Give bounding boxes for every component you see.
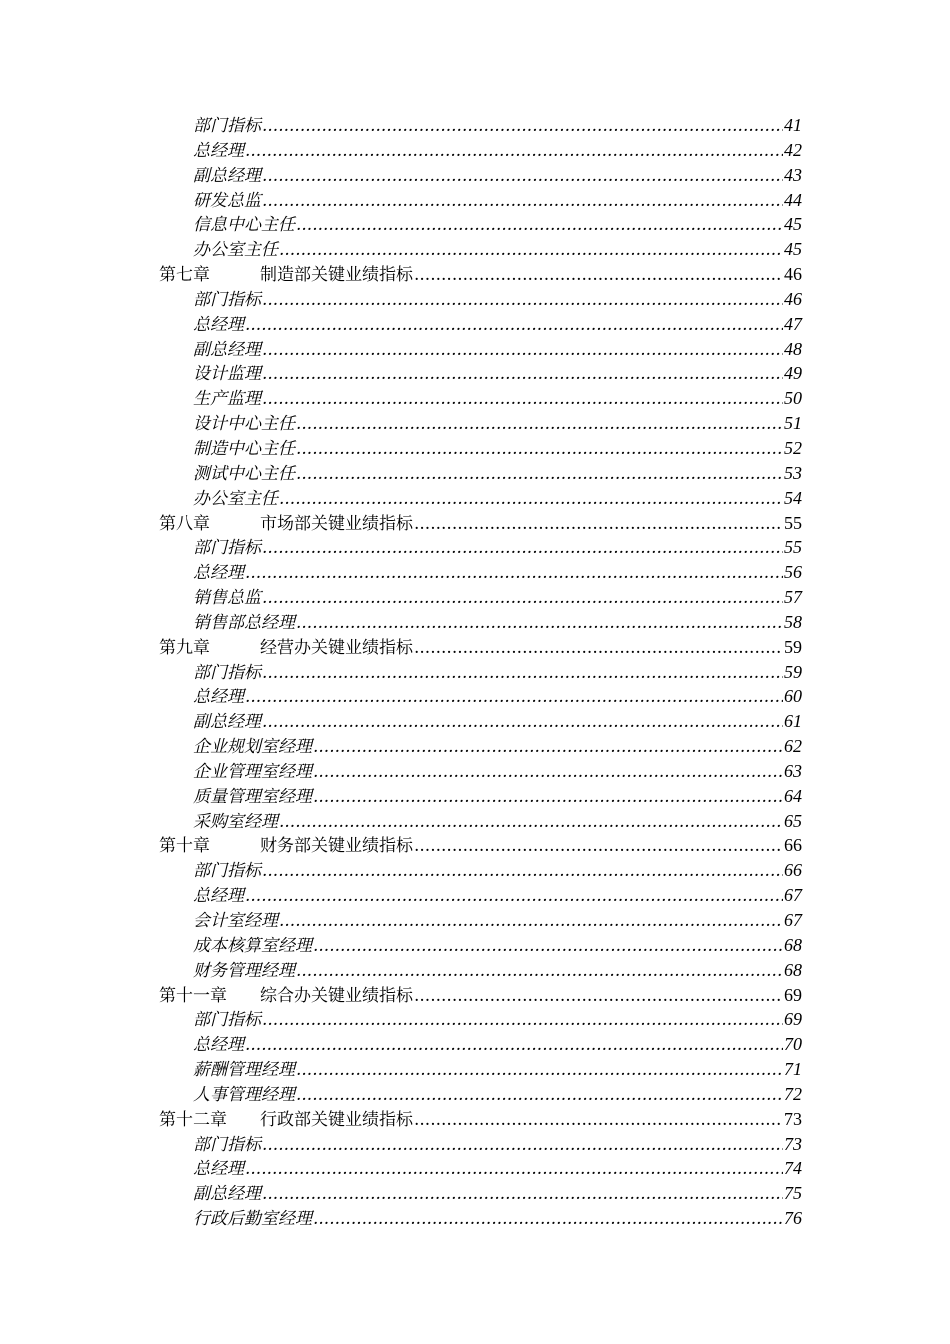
toc-page-number: 73 <box>784 1133 802 1154</box>
toc-entry-line <box>193 535 802 561</box>
toc-page-number: 57 <box>784 587 802 608</box>
toc-section-entry[interactable] <box>0 411 950 436</box>
toc-dot-leader <box>296 462 783 487</box>
toc-entry-line <box>193 684 802 710</box>
toc-entry-title: 研发总监 <box>193 190 261 211</box>
toc-chapter-number: 第七章 <box>159 265 210 286</box>
toc-chapter-number: 第十章 <box>159 836 210 857</box>
toc-entry-title: 部门指标 <box>193 1134 261 1155</box>
toc-entry-title: 制造部关键业绩指标 <box>260 265 413 286</box>
toc-section-entry[interactable] <box>0 1181 950 1206</box>
toc-page-number: 67 <box>784 910 802 930</box>
toc-section-entry[interactable] <box>0 759 950 784</box>
toc-dot-leader <box>262 710 783 735</box>
toc-entry-title: 总经理 <box>193 563 244 584</box>
toc-dot-leader <box>262 164 783 189</box>
toc-section-entry[interactable] <box>0 858 950 883</box>
toc-dot-leader <box>245 1157 783 1182</box>
toc-entry-line <box>193 312 802 338</box>
toc-entry-line <box>193 337 802 363</box>
toc-page-number: 53 <box>784 462 802 483</box>
toc-entry-line <box>193 138 802 164</box>
toc-entry-line <box>193 1206 802 1232</box>
toc-dot-leader <box>262 387 783 412</box>
toc-chapter-entry[interactable] <box>0 262 950 287</box>
toc-entry-title: 测试中心主任 <box>193 463 295 484</box>
toc-chapter-entry[interactable] <box>0 983 950 1008</box>
toc-page-number: 51 <box>784 413 802 434</box>
toc-entry-title: 办公室主任 <box>193 240 278 261</box>
toc-section-entry[interactable] <box>0 486 950 511</box>
toc-entry-title: 总经理 <box>193 1035 244 1056</box>
toc-chapter-number: 第九章 <box>159 637 210 658</box>
toc-page-number: 63 <box>784 760 802 781</box>
toc-dot-leader <box>313 760 783 785</box>
toc-dot-leader <box>296 611 783 636</box>
toc-dot-leader <box>262 338 783 363</box>
toc-dot-leader <box>262 1182 783 1207</box>
toc-entry-line <box>193 411 802 437</box>
toc-entry-line <box>193 188 802 214</box>
toc-entry-title: 会计室经理 <box>193 911 278 931</box>
toc-entry-title: 行政后勤室经理 <box>193 1209 312 1230</box>
toc-page-number: 44 <box>784 189 802 210</box>
toc-page-number: 67 <box>784 885 802 906</box>
toc-dot-leader <box>245 685 783 710</box>
toc-section-entry[interactable] <box>0 386 950 411</box>
toc-page-number: 71 <box>784 1059 802 1080</box>
toc-entry-line <box>193 809 802 835</box>
toc-page-number: 46 <box>784 288 802 309</box>
toc-entry-title: 副总经理 <box>193 165 261 186</box>
toc-entry-title: 成本核算室经理 <box>193 935 312 956</box>
toc-section-entry[interactable] <box>0 1032 950 1057</box>
toc-dot-leader <box>414 1108 783 1133</box>
toc-entry-line <box>193 1007 802 1033</box>
toc-section-entry[interactable] <box>0 535 950 560</box>
toc-dot-leader <box>414 834 783 859</box>
toc-section-entry[interactable] <box>0 585 950 610</box>
toc-page-number: 55 <box>784 512 802 533</box>
toc-dot-leader <box>296 437 783 462</box>
toc-entry-title: 部门指标 <box>193 116 261 136</box>
toc-entry-line <box>193 113 802 139</box>
toc-entry-line <box>193 287 802 313</box>
toc-entry-line <box>159 511 802 537</box>
toc-dot-leader <box>262 586 783 611</box>
toc-section-entry[interactable] <box>0 1057 950 1082</box>
toc-entry-title: 经营办关键业绩指标 <box>260 637 413 658</box>
toc-page-number: 66 <box>784 835 802 856</box>
toc-entry-line <box>193 237 802 263</box>
toc-dot-leader <box>279 487 783 512</box>
toc-page-number: 70 <box>784 1034 802 1055</box>
toc-dot-leader <box>313 785 783 810</box>
toc-section-entry[interactable] <box>0 188 950 213</box>
toc-page-number: 68 <box>784 959 802 980</box>
toc-section-entry[interactable] <box>0 734 950 759</box>
toc-dot-leader <box>279 909 783 934</box>
toc-section-entry[interactable] <box>0 883 950 908</box>
toc-entry-title: 设计监理 <box>193 364 261 385</box>
toc-page-number: 68 <box>784 934 802 955</box>
toc-entry-title: 企业规划室经理 <box>193 737 312 758</box>
toc-entry-line <box>193 883 802 909</box>
toc-section-entry[interactable] <box>0 312 950 337</box>
toc-page-number: 59 <box>784 636 802 657</box>
toc-page-number: 73 <box>784 1108 802 1129</box>
toc-entry-title: 企业管理室经理 <box>193 761 312 782</box>
toc-section-entry[interactable] <box>0 684 950 709</box>
toc-dot-leader <box>414 263 783 288</box>
toc-entry-title: 总经理 <box>193 314 244 335</box>
toc-section-entry[interactable] <box>0 784 950 809</box>
toc-dot-leader <box>262 1008 783 1033</box>
toc-section-entry[interactable] <box>0 361 950 386</box>
toc-page-number: 41 <box>784 115 802 135</box>
toc-entry-title: 信息中心主任 <box>193 215 295 236</box>
toc-chapter-number: 第十二章 <box>159 1109 227 1130</box>
toc-dot-leader <box>262 536 783 561</box>
toc-chapter-entry[interactable] <box>0 635 950 660</box>
toc-section-entry[interactable] <box>0 163 950 188</box>
toc-page-number: 69 <box>784 1009 802 1030</box>
toc-entry-title: 总经理 <box>193 886 244 907</box>
toc-entry-line <box>159 635 802 661</box>
toc-dot-leader <box>262 362 783 387</box>
toc-entry-line <box>193 958 802 984</box>
toc-dot-leader <box>245 884 783 909</box>
toc-entry-line <box>193 1082 802 1108</box>
toc-entry-line <box>193 1181 802 1207</box>
toc-page-number: 69 <box>784 984 802 1005</box>
toc-section-entry[interactable] <box>0 113 950 138</box>
toc-chapter-number: 第十一章 <box>159 985 227 1006</box>
toc-entry-title: 财务部关键业绩指标 <box>260 836 413 857</box>
toc-entry-line <box>193 734 802 760</box>
toc-entry-title: 生产监理 <box>193 389 261 410</box>
toc-entry-line <box>193 1057 802 1083</box>
toc-dot-leader <box>245 561 783 586</box>
toc-entry-line <box>193 660 802 686</box>
toc-entry-line <box>193 1032 802 1058</box>
toc-section-entry[interactable] <box>0 660 950 685</box>
toc-dot-leader <box>262 661 783 686</box>
toc-entry-line <box>193 560 802 586</box>
toc-entry-title: 总经理 <box>193 140 244 161</box>
toc-section-entry[interactable] <box>0 958 950 983</box>
toc-dot-leader <box>296 213 783 238</box>
toc-section-entry[interactable] <box>0 908 950 933</box>
toc-section-entry[interactable] <box>0 237 950 262</box>
toc-dot-leader <box>245 313 783 338</box>
toc-dot-leader <box>262 1133 783 1158</box>
toc-page-number: 46 <box>784 264 802 285</box>
toc-entry-line <box>193 361 802 387</box>
toc-dot-leader <box>279 238 783 263</box>
toc-entry-title: 部门指标 <box>193 538 261 559</box>
toc-dot-leader <box>262 114 783 139</box>
toc-page-number: 58 <box>784 611 802 632</box>
toc-dot-leader <box>414 984 783 1009</box>
toc-entry-line <box>193 858 802 884</box>
toc-entry-line <box>193 1156 802 1182</box>
toc-section-entry[interactable] <box>0 933 950 958</box>
toc-page-number: 54 <box>784 487 802 508</box>
toc-entry-line <box>159 262 802 288</box>
toc-page-number: 45 <box>784 214 802 235</box>
toc-entry-line <box>159 983 802 1009</box>
toc-section-entry[interactable] <box>0 1156 950 1181</box>
table-of-contents <box>0 113 950 1231</box>
toc-chapter-number: 第八章 <box>159 513 210 534</box>
toc-section-entry[interactable] <box>0 287 950 312</box>
toc-chapter-entry[interactable] <box>0 833 950 858</box>
toc-entry-title: 部门指标 <box>193 861 261 882</box>
toc-entry-title: 制造中心主任 <box>193 438 295 459</box>
toc-entry-line <box>193 709 802 735</box>
toc-entry-line <box>193 1132 802 1158</box>
toc-entry-title: 薪酬管理经理 <box>193 1060 295 1081</box>
toc-entry-line <box>193 933 802 959</box>
toc-entry-title: 副总经理 <box>193 1184 261 1205</box>
toc-entry-line <box>193 585 802 611</box>
toc-page-number: 50 <box>784 388 802 409</box>
toc-entry-title: 副总经理 <box>193 712 261 733</box>
toc-page-number: 48 <box>784 338 802 359</box>
toc-entry-line <box>193 163 802 189</box>
toc-dot-leader <box>279 810 783 835</box>
toc-dot-leader <box>262 859 783 884</box>
toc-dot-leader <box>296 959 783 984</box>
toc-section-entry[interactable] <box>0 337 950 362</box>
toc-entry-line <box>193 461 802 487</box>
toc-entry-line <box>193 436 802 462</box>
toc-chapter-entry[interactable] <box>0 1107 950 1132</box>
toc-entry-title: 销售部总经理 <box>193 612 295 633</box>
toc-section-entry[interactable] <box>0 1007 950 1032</box>
toc-page-number: 56 <box>784 562 802 583</box>
toc-section-entry[interactable] <box>0 436 950 461</box>
toc-dot-leader <box>262 189 783 214</box>
toc-entry-line <box>159 833 802 859</box>
toc-entry-line <box>159 1107 802 1133</box>
toc-page-number: 61 <box>784 711 802 732</box>
toc-entry-title: 质量管理室经理 <box>193 786 312 807</box>
toc-entry-title: 总经理 <box>193 687 244 708</box>
toc-dot-leader <box>296 1083 783 1108</box>
toc-entry-line <box>193 784 802 810</box>
toc-section-entry[interactable] <box>0 1206 950 1231</box>
toc-section-entry[interactable] <box>0 1082 950 1107</box>
toc-entry-title: 部门指标 <box>193 1010 261 1031</box>
toc-section-entry[interactable] <box>0 138 950 163</box>
toc-page-number: 72 <box>784 1083 802 1104</box>
toc-entry-line <box>193 759 802 785</box>
toc-entry-title: 设计中心主任 <box>193 414 295 435</box>
toc-entry-line <box>193 486 802 512</box>
toc-entry-title: 副总经理 <box>193 339 261 360</box>
toc-entry-title: 总经理 <box>193 1159 244 1180</box>
toc-page-number: 47 <box>784 313 802 334</box>
toc-entry-title: 销售总监 <box>193 588 261 609</box>
toc-dot-leader <box>313 735 783 760</box>
toc-page-number: 49 <box>784 363 802 384</box>
toc-entry-title: 部门指标 <box>193 662 261 683</box>
toc-page-number: 64 <box>784 785 802 806</box>
toc-page-number: 66 <box>784 860 802 881</box>
toc-dot-leader <box>313 1207 783 1232</box>
toc-entry-line <box>193 908 802 934</box>
toc-page-number: 62 <box>784 736 802 757</box>
toc-dot-leader <box>245 139 783 164</box>
toc-chapter-entry[interactable] <box>0 511 950 536</box>
toc-page-number: 43 <box>784 164 802 185</box>
toc-page-number: 42 <box>784 139 802 160</box>
toc-entry-line <box>193 386 802 412</box>
toc-dot-leader <box>296 412 783 437</box>
toc-section-entry[interactable] <box>0 461 950 486</box>
toc-dot-leader <box>296 1058 783 1083</box>
toc-entry-title: 市场部关键业绩指标 <box>260 513 413 534</box>
toc-page-number: 52 <box>784 437 802 458</box>
toc-entry-line <box>193 610 802 636</box>
toc-dot-leader <box>262 288 783 313</box>
toc-entry-title: 办公室主任 <box>193 488 278 509</box>
toc-dot-leader <box>245 1033 783 1058</box>
toc-section-entry[interactable] <box>0 709 950 734</box>
toc-entry-title: 采购室经理 <box>193 811 278 832</box>
toc-page-number: 45 <box>784 239 802 260</box>
toc-entry-title: 财务管理经理 <box>193 960 295 981</box>
toc-page-number: 76 <box>784 1208 802 1229</box>
toc-entry-title: 综合办关键业绩指标 <box>260 985 413 1006</box>
toc-dot-leader <box>414 636 783 661</box>
toc-section-entry[interactable] <box>0 1132 950 1157</box>
toc-page-number: 55 <box>784 537 802 558</box>
toc-dot-leader <box>313 934 783 959</box>
toc-page-number: 60 <box>784 686 802 707</box>
toc-dot-leader <box>414 512 783 537</box>
toc-section-entry[interactable] <box>0 809 950 834</box>
toc-page-number: 65 <box>784 810 802 831</box>
toc-page-number: 75 <box>784 1183 802 1204</box>
toc-page-number: 74 <box>784 1158 802 1179</box>
toc-section-entry[interactable] <box>0 610 950 635</box>
toc-section-entry[interactable] <box>0 560 950 585</box>
toc-entry-title: 人事管理经理 <box>193 1084 295 1105</box>
toc-entry-title: 行政部关键业绩指标 <box>260 1109 413 1130</box>
toc-page-number: 59 <box>784 661 802 682</box>
toc-entry-line <box>193 212 802 238</box>
toc-entry-title: 部门指标 <box>193 289 261 310</box>
toc-section-entry[interactable] <box>0 212 950 237</box>
